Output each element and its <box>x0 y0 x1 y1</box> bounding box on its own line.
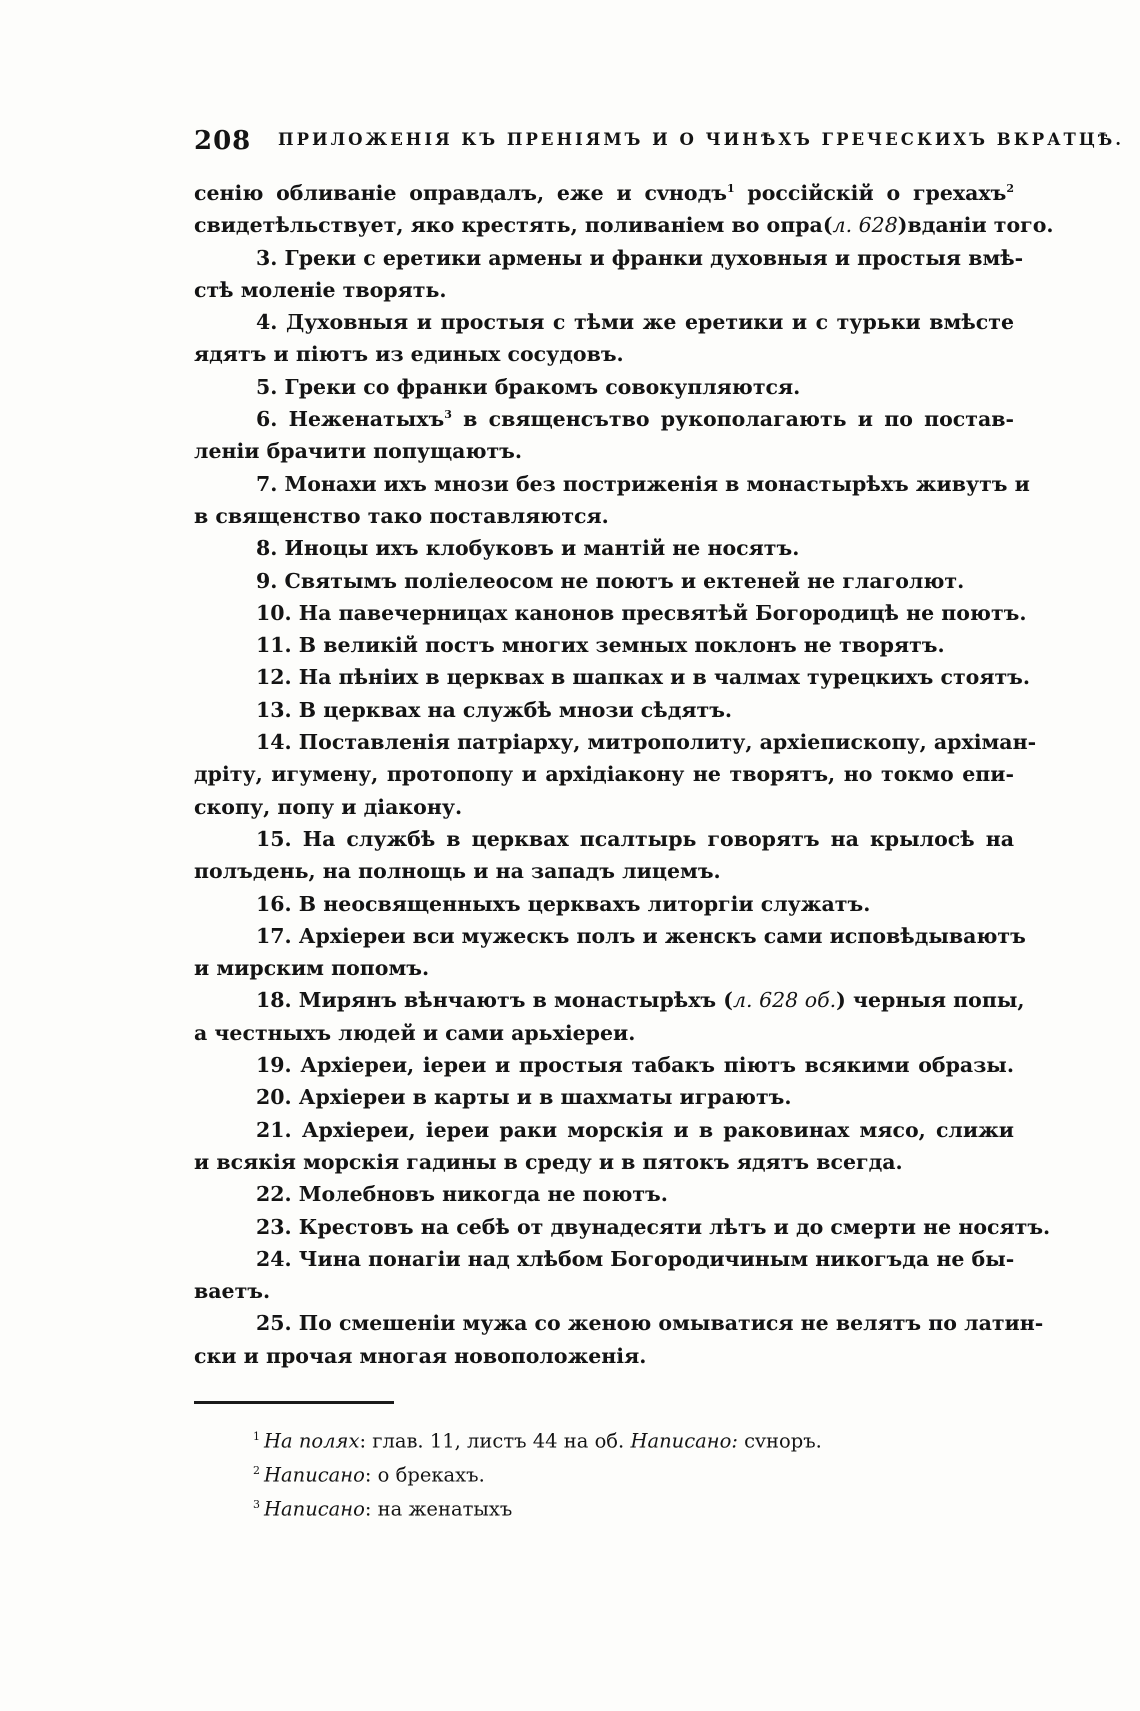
line-text: 13. В церквах на службѣ мнози сѣдятъ. <box>256 697 733 722</box>
footnote-label: На полях <box>264 1429 360 1453</box>
line-text: 15. На службѣ в церквах псалтырь говорятъ на крылосѣ на <box>256 826 1014 851</box>
line-text: свидетѣльствует, яко крестять, поливаніем во опра( <box>194 213 833 238</box>
footnote-ref: 3 <box>444 408 452 422</box>
text-line <box>194 984 1025 1016</box>
line-text: 9. Святымъ поліелеосом не поютъ и ектеней не глаголют. <box>256 568 965 593</box>
text-line <box>194 274 1014 306</box>
footnote-label: Написано <box>264 1463 365 1487</box>
text-line <box>194 1146 1014 1178</box>
line-text: 8. Иноцы ихъ клобуковъ и мантій не носятъ. <box>256 536 800 561</box>
footnote-text: : о брекахъ. <box>364 1463 485 1487</box>
running-title: ПРИЛОЖЕНІЯ КЪ ПРЕНІЯМЪ И О ЧИНѢХЪ ГРЕЧЕСКИХЪ ВКРАТЦѢ. <box>278 130 1125 149</box>
line-text: 5. Греки со франки бракомъ совокупляются. <box>256 374 801 399</box>
line-text: скопу, попу и діакону. <box>194 794 463 819</box>
text-line <box>194 1211 1051 1243</box>
line-text: и всякія морскія гадины в среду и в пятокъ ядятъ всегда. <box>194 1149 903 1174</box>
text-line <box>194 855 1014 887</box>
text-line <box>194 532 1014 564</box>
text-line <box>194 1081 1014 1113</box>
footnote-text: сvноръ. <box>737 1429 822 1453</box>
folio-ref: л. 628 <box>832 213 898 238</box>
footnote-label: Написано <box>264 1497 365 1521</box>
footnote-mark: 3 <box>253 1498 260 1511</box>
line-text: 11. В великій постъ многих земных поклонъ не творятъ. <box>256 633 945 658</box>
footnote-mark: 2 <box>253 1464 260 1477</box>
line-text: 17. Архіереи вси мужескъ полъ и женскъ сами исповѣдываютъ <box>256 923 1026 948</box>
line-text-cont: россійскій о грехахъ <box>734 181 1007 205</box>
line-text: сенію обливаніе оправдалъ, еже и сvнодъ <box>194 181 727 205</box>
text-line <box>194 435 1014 467</box>
page-number: 208 <box>194 126 252 156</box>
footnote-text: : глав. 11, листъ 44 на об. <box>359 1429 631 1453</box>
line-text-cont: в священсътво рукополагають и по постав- <box>451 407 1014 432</box>
line-text-cont: )вданіи того. <box>897 213 1054 238</box>
text-line <box>194 1340 1014 1372</box>
line-text: 7. Монахи ихъ мнози без постриженія в монастырѣхъ живутъ и <box>256 471 1030 496</box>
line-text: а честныхъ людей и сами арьхіереи. <box>194 1020 636 1045</box>
line-text: 21. Архіереи, іереи раки морскія и в раковинах мясо, слижи <box>256 1117 1014 1142</box>
text-line <box>194 403 1014 435</box>
line-text: 22. Молебновъ никогда не поютъ. <box>256 1182 668 1207</box>
text-line <box>194 1307 1044 1339</box>
text-line <box>194 1275 1014 1307</box>
text-line <box>194 597 1027 629</box>
text-line <box>194 1017 1014 1049</box>
text-line <box>194 1049 1014 1081</box>
footnote <box>253 1454 993 1488</box>
text-line <box>194 629 1014 661</box>
text-line <box>194 823 1014 855</box>
footnote-label: Написано: <box>630 1429 738 1453</box>
line-text: 10. На павечерницах канонов пресвятѣй Богородицѣ не поютъ. <box>256 600 1027 625</box>
line-text-cont: ) черныя попы, <box>836 988 1025 1013</box>
text-line <box>194 338 1014 370</box>
footnote <box>253 1420 993 1454</box>
folio-ref: л. 628 об. <box>733 988 837 1013</box>
text-line <box>194 1178 1014 1210</box>
text-line <box>194 888 1014 920</box>
line-text: стѣ моленіе творять. <box>194 277 447 302</box>
line-text: и мирским попомъ. <box>194 956 430 981</box>
text-line <box>194 1114 1014 1146</box>
line-text: полъдень, на полнощь и на западъ лицемъ. <box>194 859 721 884</box>
footnote-mark: 1 <box>253 1430 260 1443</box>
line-text: ваетъ. <box>194 1279 271 1304</box>
line-text: дріту, игумену, протопопу и архідіакону не творятъ, но токмо епи- <box>194 762 1014 787</box>
running-header <box>194 126 1125 156</box>
line-text: 6. Неженатыхъ <box>256 407 445 432</box>
footnote-ref: 2 <box>1006 182 1014 196</box>
text-line <box>194 565 1014 597</box>
line-text: 18. Мирянъ вѣнчаютъ в монастырѣхъ ( <box>256 988 733 1013</box>
line-text: 25. По смешеніи мужа со женою омыватися не велятъ по латин- <box>256 1311 1044 1336</box>
body-text <box>194 177 1054 1372</box>
text-line <box>194 500 1014 532</box>
line-text: 3. Греки с еретики армены и франки духовныя и простыя вмѣ- <box>256 245 1024 270</box>
line-text: в священство тако поставляются. <box>194 503 609 528</box>
line-text: 20. Архіереи в карты и в шахматы играютъ. <box>256 1085 792 1110</box>
footnotes <box>253 1420 993 1522</box>
line-text: 16. В неосвященныхъ церквахъ литоргіи служатъ. <box>256 891 871 916</box>
line-text: 23. Крестовъ на себѣ от двунадесяти лѣтъ и до смерти не носятъ. <box>256 1214 1051 1239</box>
text-line <box>194 920 1026 952</box>
text-line <box>194 468 1030 500</box>
text-line <box>194 209 1054 241</box>
line-text: ски и прочая многая новоположенія. <box>194 1343 647 1368</box>
text-line <box>194 371 1014 403</box>
line-text: 12. На пѣніих в церквах в шапках и в чалмах турецкихъ стоятъ. <box>256 665 1031 690</box>
line-text: ядятъ и піютъ из единых сосудовъ. <box>194 342 624 367</box>
text-line <box>194 242 1024 274</box>
text-line <box>194 758 1014 790</box>
text-line <box>194 726 1037 758</box>
footnote-ref: 1 <box>726 182 735 196</box>
line-text: 24. Чина понагіи над хлѣбом Богородичиным никогъда не бы- <box>256 1246 1015 1271</box>
text-line <box>194 177 1014 209</box>
footnote <box>253 1488 993 1522</box>
footnote-text: : на женатыхъ <box>364 1497 513 1521</box>
text-line <box>194 1243 1014 1275</box>
text-line <box>194 306 1014 338</box>
text-line <box>194 694 1014 726</box>
line-text: 14. Поставленія патріарху, митрополиту, архіепископу, архіман- <box>256 730 1037 755</box>
text-line <box>194 952 1014 984</box>
line-text: леніи брачити попущаютъ. <box>194 439 523 464</box>
line-text: 19. Архіереи, іереи и простыя табакъ піютъ всякими образы. <box>256 1053 1014 1078</box>
footnote-rule <box>194 1401 394 1404</box>
line-text: 4. Духовныя и простыя с тѣми же еретики и с турьки вмѣсте <box>256 310 1014 335</box>
text-line <box>194 791 1014 823</box>
text-line <box>194 661 1031 693</box>
